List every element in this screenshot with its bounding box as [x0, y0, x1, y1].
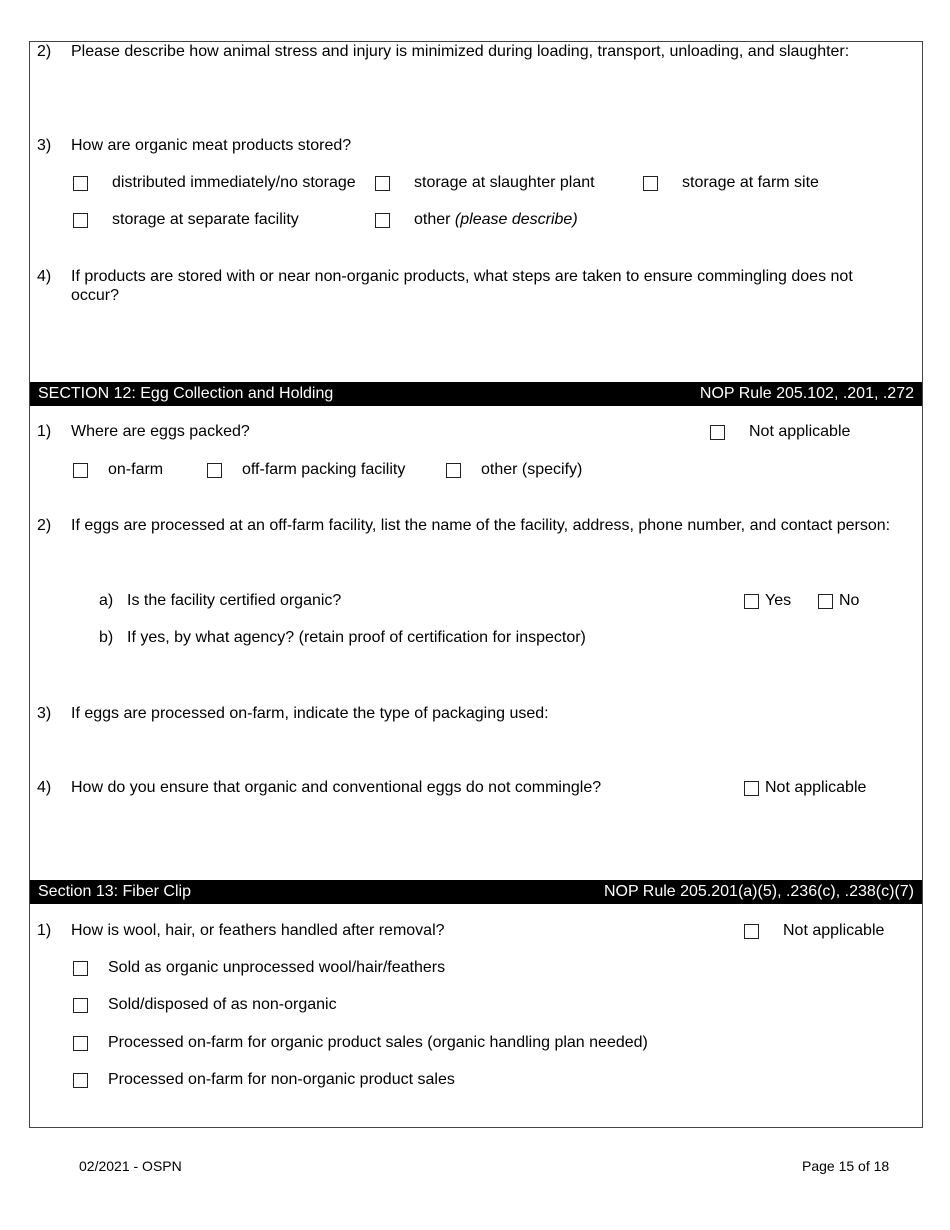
question-text: If eggs are processed on-farm, indicate the type of packaging used: — [71, 705, 549, 722]
option-label: storage at farm site — [682, 174, 819, 191]
question-number: 1) — [37, 423, 52, 440]
option-label: distributed immediately/no storage — [112, 174, 356, 191]
fiber-na-checkbox[interactable] — [744, 924, 759, 939]
yes-label: Yes — [765, 592, 792, 609]
question-text: If products are stored with or near non-organic products, what steps are taken to ensure commingling does not occur? — [71, 268, 853, 304]
section-rule: NOP Rule 205.201(a)(5), .236(c), .238(c)(7) — [603, 883, 914, 900]
question-number: 3) — [37, 137, 52, 154]
option-label: on-farm — [108, 461, 164, 478]
option-label: storage at separate facility — [112, 211, 299, 228]
form-version: 02/2021 - OSPN — [79, 1158, 182, 1174]
section-rule: NOP Rule 205.102, .201, .272 — [699, 385, 914, 402]
eggs-commingle-na-checkbox[interactable] — [744, 781, 759, 796]
not-applicable-label: Not applicable — [765, 779, 867, 796]
option-label: other (specify) — [481, 461, 583, 478]
storage-farm-site-checkbox[interactable] — [643, 176, 658, 191]
question-number: 2) — [37, 517, 52, 534]
fiber-non-organic-checkbox[interactable] — [73, 998, 88, 1013]
storage-immediate-checkbox[interactable] — [73, 176, 88, 191]
option-label: other (please describe) — [414, 211, 578, 228]
option-label: storage at slaughter plant — [414, 174, 595, 191]
packed-off-farm-checkbox[interactable] — [207, 463, 222, 478]
question-number: 3) — [37, 705, 52, 722]
option-label: Sold as organic unprocessed wool/hair/feathers — [108, 959, 446, 976]
question-text: How is wool, hair, or feathers handled after removal? — [71, 922, 445, 939]
storage-slaughter-plant-checkbox[interactable] — [375, 176, 390, 191]
section-12-header — [30, 382, 922, 406]
fiber-processed-organic-checkbox[interactable] — [73, 1036, 88, 1051]
option-label: Processed on-farm for non-organic product sales — [108, 1071, 455, 1088]
page-number: Page 15 of 18 — [802, 1158, 890, 1174]
subquestion-text: If yes, by what agency? (retain proof of certification for inspector) — [127, 629, 586, 646]
certified-no-checkbox[interactable] — [818, 594, 833, 609]
section-13-header — [30, 880, 922, 904]
packed-on-farm-checkbox[interactable] — [73, 463, 88, 478]
subquestion-text: Is the facility certified organic? — [127, 592, 342, 609]
packed-other-checkbox[interactable] — [446, 463, 461, 478]
question-text: Please describe how animal stress and injury is minimized during loading, transport, unloading, and slaughter: — [71, 43, 850, 60]
storage-other-checkbox[interactable] — [375, 213, 390, 228]
subquestion-label: b) — [99, 629, 114, 646]
storage-separate-checkbox[interactable] — [73, 213, 88, 228]
no-label: No — [839, 592, 860, 609]
eggs-packed-na-checkbox[interactable] — [710, 425, 725, 440]
question-text: If eggs are processed at an off-farm facility, list the name of the facility, address, phone number, and contact person: — [71, 517, 891, 534]
option-note: (please describe) — [454, 211, 578, 228]
not-applicable-label: Not applicable — [749, 423, 851, 440]
question-text: How do you ensure that organic and conventional eggs do not commingle? — [71, 779, 602, 796]
certified-yes-checkbox[interactable] — [744, 594, 759, 609]
option-label: Sold/disposed of as non-organic — [108, 996, 337, 1013]
option-label: off-farm packing facility — [242, 461, 406, 478]
question-number: 1) — [37, 922, 52, 939]
section-title: Section 13: Fiber Clip — [38, 883, 191, 900]
question-number: 2) — [37, 43, 52, 60]
not-applicable-label: Not applicable — [783, 922, 885, 939]
fiber-organic-unprocessed-checkbox[interactable] — [73, 961, 88, 976]
question-number: 4) — [37, 779, 52, 796]
section-title: SECTION 12: Egg Collection and Holding — [38, 385, 334, 402]
option-label: Processed on-farm for organic product sales (organic handling plan needed) — [108, 1034, 648, 1051]
subquestion-label: a) — [99, 592, 114, 609]
fiber-processed-non-organic-checkbox[interactable] — [73, 1073, 88, 1088]
question-text: How are organic meat products stored? — [71, 137, 352, 154]
question-number: 4) — [37, 268, 52, 285]
question-text: Where are eggs packed? — [71, 423, 250, 440]
